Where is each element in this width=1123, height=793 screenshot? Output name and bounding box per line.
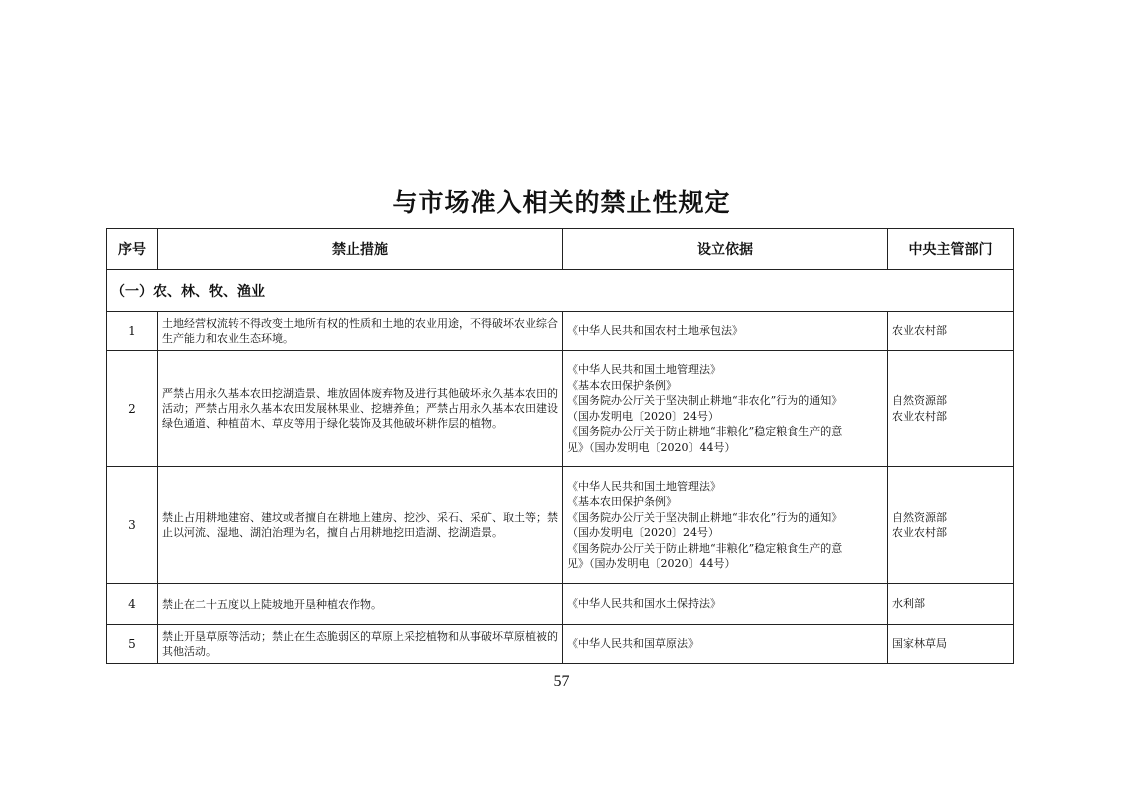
row-measure: 土地经营权流转不得改变土地所有权的性质和土地的农业用途，不得破坏农业综合生产能力和农业生态环境。: [158, 312, 563, 351]
section-row: [107, 270, 1014, 312]
row-department: [888, 625, 1014, 664]
row-number: 4: [107, 584, 158, 625]
department-line: 农业农村部: [892, 409, 947, 423]
row-number: 1: [107, 312, 158, 351]
row-measure: 禁止在二十五度以上陡坡地开垦种植农作物。: [158, 584, 563, 625]
row-department: [888, 467, 1014, 584]
basis-line: 《国务院办公厅关于坚决制止耕地“非农化”行为的通知》: [567, 394, 843, 407]
row-measure: 严禁占用永久基本农田挖湖造景、堆放固体废弃物及进行其他破坏永久基本农田的活动；严禁占用永久基本农田发展林果业、挖塘养鱼；严禁占用永久基本农田建设绿色通道、种植苗木、草皮等用于绿化装饰及其他破坏耕作层的植物。: [158, 351, 563, 467]
table-header-row: [107, 229, 1014, 270]
row-basis: [563, 351, 888, 467]
department-line: 国家林草局: [892, 637, 947, 651]
row-department: [888, 351, 1014, 467]
basis-line: 《中华人民共和国水土保持法》: [567, 597, 721, 611]
basis-line: 《中华人民共和国土地管理法》: [567, 363, 721, 376]
header-basis: 设立依据: [563, 229, 888, 270]
regulation-table: [106, 228, 1014, 664]
row-basis: [563, 312, 888, 351]
department-line: 自然资源部: [892, 394, 947, 407]
row-number: 3: [107, 467, 158, 584]
page-title: 与市场准入相关的禁止性规定: [392, 188, 731, 217]
basis-line: （国办发明电〔2020〕24号）: [567, 409, 719, 423]
header-measure: 禁止措施: [158, 229, 563, 270]
row-department: [888, 584, 1014, 625]
department-line: 农业农村部: [892, 324, 947, 338]
row-number: 2: [107, 351, 158, 467]
basis-line: 《中华人民共和国土地管理法》: [567, 479, 721, 493]
table-row: [107, 584, 1014, 625]
basis-line: 《国务院办公厅关于防止耕地“非粮化”稳定粮食生产的意: [567, 425, 843, 438]
department-line: 农业农村部: [892, 526, 947, 539]
table-row: [107, 467, 1014, 584]
row-basis: [563, 467, 888, 584]
basis-line: 《中华人民共和国草原法》: [567, 637, 699, 651]
table-row: [107, 351, 1014, 467]
basis-line: 《国务院办公厅关于坚决制止耕地“非农化”行为的通知》: [567, 510, 843, 524]
basis-line: 见》（国办发明电〔2020〕44号）: [567, 440, 736, 454]
header-serial: 序号: [107, 229, 158, 270]
basis-line: （国办发明电〔2020〕24号）: [567, 526, 719, 539]
basis-line: 《中华人民共和国农村土地承包法》: [567, 324, 743, 338]
section-title: （一）农、林、牧、渔业: [107, 270, 1014, 312]
row-number: 5: [107, 625, 158, 664]
row-measure: 禁止开垦草原等活动；禁止在生态脆弱区的草原上采挖植物和从事破坏草原植被的其他活动。: [158, 625, 563, 664]
table-row: [107, 625, 1014, 664]
basis-line: 《基本农田保护条例》: [567, 495, 677, 508]
row-basis: [563, 625, 888, 664]
header-department: 中央主管部门: [888, 229, 1014, 270]
page-number: 57: [553, 673, 570, 690]
table-row: [107, 312, 1014, 351]
row-basis: [563, 584, 888, 625]
department-line: 水利部: [892, 597, 925, 611]
basis-line: 《国务院办公厅关于防止耕地“非粮化”稳定粮食生产的意: [567, 541, 843, 555]
row-measure: 禁止占用耕地建窑、建坟或者擅自在耕地上建房、挖沙、采石、采矿、取土等；禁止以河流、湿地、湖泊治理为名，擅自占用耕地挖田造湖、挖湖造景。: [158, 467, 563, 584]
basis-line: 《基本农田保护条例》: [567, 378, 677, 392]
department-line: 自然资源部: [892, 510, 947, 524]
row-department: [888, 312, 1014, 351]
basis-line: 见》（国办发明电〔2020〕44号）: [567, 557, 736, 570]
